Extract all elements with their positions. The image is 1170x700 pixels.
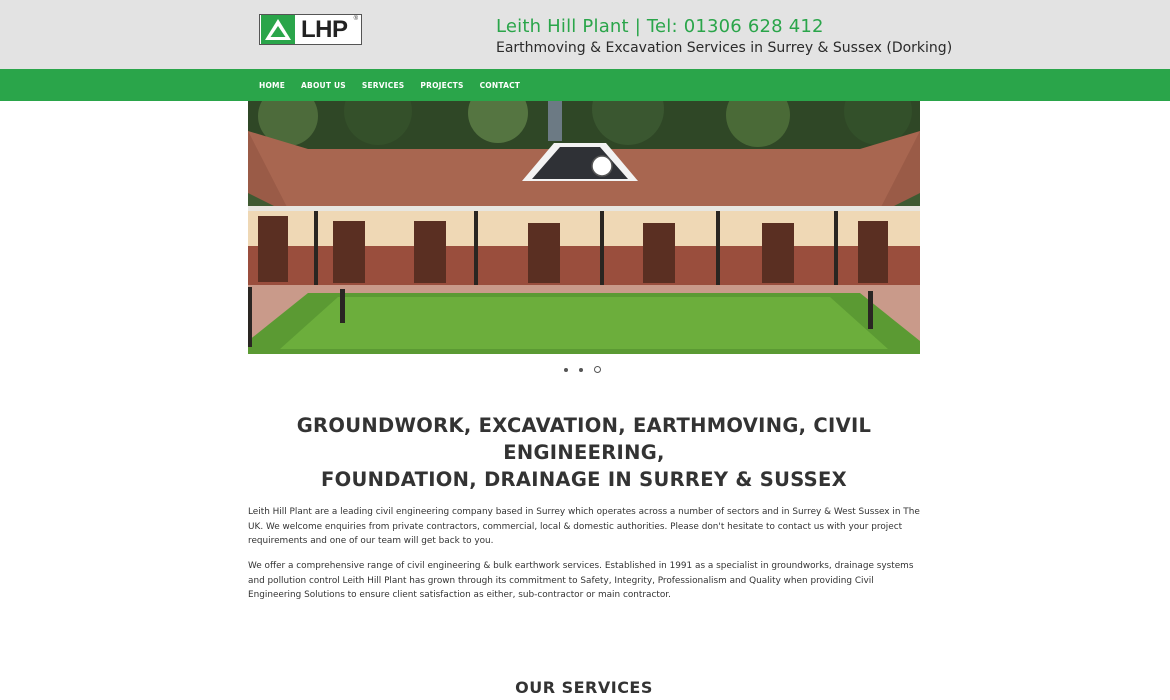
intro-paragraph: Leith Hill Plant are a leading civil engineering company based in Surrey which operates across a number of sectors and in Surrey & West Sussex in The UK. We welcome enquiries from private contractors, commercial, local & domestic authorities. Please don't hesitate to contact us with your project requirements and one of our team will get back to you. (248, 507, 920, 546)
slider-dot-1[interactable] (564, 368, 568, 372)
header-tagline (496, 16, 952, 56)
nav-item-home[interactable]: HOME (259, 80, 286, 90)
slider-dot-2[interactable] (579, 368, 583, 372)
registered-mark: ® (353, 16, 358, 22)
nav-item-projects[interactable]: PROJECTS (420, 80, 464, 90)
headline-line-1: GROUNDWORK, EXCAVATION, EARTHMOVING, CIVIL ENGINEERING, (296, 414, 872, 464)
our-services-heading: OUR SERVICES (515, 678, 653, 697)
nav-item-about-us[interactable]: ABOUT US (301, 80, 346, 90)
slider-dot-3-active[interactable] (594, 366, 601, 373)
nav-item-contact[interactable]: CONTACT (479, 80, 521, 90)
slider-pagination (564, 366, 612, 373)
nav-item-services[interactable]: SERVICES (361, 80, 405, 90)
lhp-logo[interactable] (259, 14, 362, 45)
stable-courtyard-illustration (248, 101, 920, 354)
hero-slider-image[interactable] (248, 101, 920, 354)
services-paragraph: We offer a comprehensive range of civil engineering & bulk earthwork services. Established in 1991 as a specialist in groundworks, drainage systems and pollution control Leith Hill Plant has grown through its commitment to Safety, Integrity, Professionalism and Quality when providing Civil Engineering Solutions to ensure client satisfaction as either, sub-contractor or main contractor. (248, 561, 914, 600)
page-headline (248, 412, 920, 493)
logo-text: LHP (301, 15, 348, 43)
company-subtitle: Earthmoving & Excavation Services in Surrey & Sussex (Dorking) (496, 40, 953, 56)
triangle-logo-icon (261, 15, 295, 44)
main-navigation (0, 69, 1170, 101)
company-phone-line[interactable]: Leith Hill Plant | Tel: 01306 628 412 (496, 16, 824, 37)
headline-line-2: FOUNDATION, DRAINAGE IN SURREY & SUSSEX (321, 468, 847, 491)
site-header (0, 0, 1170, 69)
